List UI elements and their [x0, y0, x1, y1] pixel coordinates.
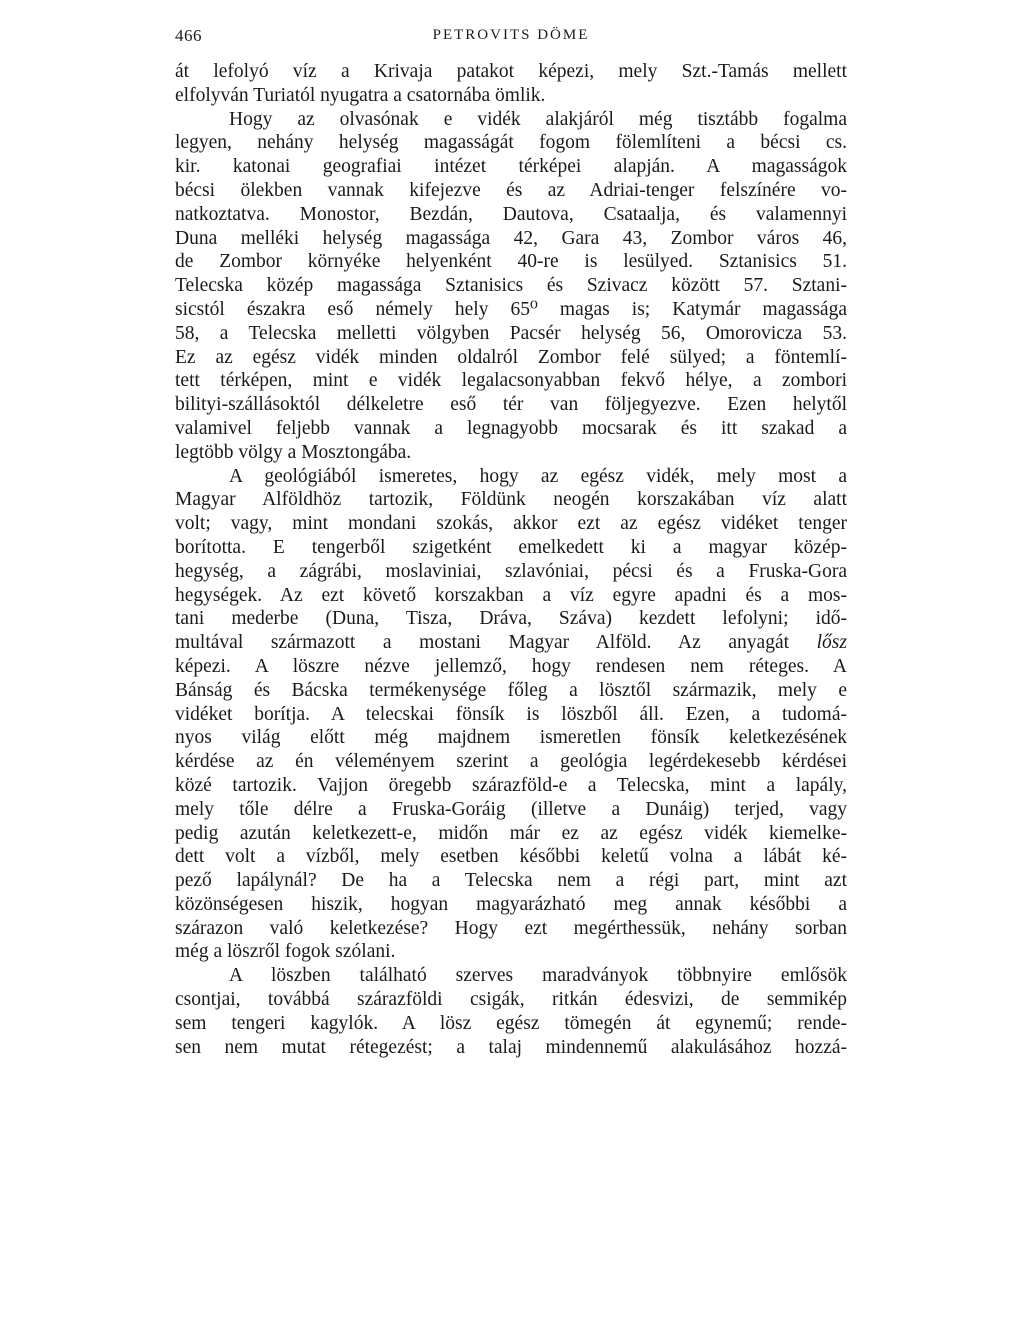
page-number: 466 — [175, 26, 202, 45]
text-line: valamivel feljebb vannak a legnagyobb mocsarak és itt szakad a — [175, 417, 847, 439]
body-text — [175, 60, 847, 1059]
text-line: de Zombor környéke helyenként 40-re is lesülyed. Sztanisics 51. — [175, 251, 847, 273]
italic-term: lősz — [816, 632, 847, 654]
text-line: 58, a Telecska melletti völgyben Pacsér helység 56, Omorovicza 53. — [175, 322, 847, 344]
text-line: tett térképen, mint e vidék legalacsonyabban fekvő hélye, a zombori — [175, 370, 847, 392]
text-line: nyos világ előtt még majdnem ismeretlen fönsík keletkezésének — [175, 727, 847, 749]
text-line: volt; vagy, mint mondani szokás, akkor ezt az egész vidéket tenger — [175, 513, 847, 535]
text-line: legyen, nehány helység magasságát fogom fölemlíteni a bécsi cs. — [175, 132, 847, 154]
text-line: tani mederbe (Duna, Tisza, Dráva, Száva) kezdett lefolyni; idő- — [175, 608, 847, 630]
page-header — [175, 22, 847, 52]
text-line: közé tartozik. Vajjon öregebb szárazföld-e a Telecska, mint a lapály, — [175, 774, 847, 796]
text-line: kérdése az én véleményem szerint a geológia legérdekesebb kérdései — [175, 751, 847, 773]
text-line: A löszben található szerves maradványok többnyire emlősök — [229, 965, 847, 987]
text-line: natkoztatva. Monostor, Bezdán, Dautova, Csataalja, és valamennyi — [175, 203, 847, 225]
running-title: PETROVITS DÖME — [432, 27, 590, 43]
text-line: mely tőle délre a Fruska-Goráig (illetve a Dunáig) terjed, vagy — [175, 798, 847, 820]
text-line: csontjai, továbbá szárazföldi csigák, ritkán édesvizi, de semmikép — [175, 989, 847, 1011]
text-line: dett volt a vízből, mely esetben későbbi keletű volna a lábát ké- — [175, 846, 847, 868]
text-line: kir. katonai geografiai intézet térképei alapján. A magasságok — [175, 156, 847, 178]
text-line: A geológiából ismeretes, hogy az egész vidék, mely most a — [229, 465, 847, 487]
text-line: szárazon való keletkezése? Hogy ezt megérthessük, nehány sorban — [175, 917, 847, 939]
text-line: borította. E tengerből szigetként emelkedett ki a magyar közép- — [175, 536, 847, 558]
text-line: sicstól északra eső némely hely 65⁰ magas is; Katymár magassága — [175, 298, 847, 320]
text-line: még a löszről fogok szólani. — [175, 941, 396, 963]
text-line: át lefolyó víz a Krivaja patakot képezi, mely Szt.-Tamás mellett — [175, 61, 847, 82]
text-line: Magyar Alföldhöz tartozik, Földünk neogén korszakában víz alatt — [175, 489, 847, 511]
text-line: sen nem mutat rétegezést; a talaj mindennemű alakulásához hozzá- — [175, 1036, 847, 1058]
text-line: Bánság és Bácska termékenysége főleg a lösztől származik, mely e — [175, 679, 847, 701]
text-line: legtöbb völgy a Mosztongába. — [175, 441, 412, 463]
text-line: Hogy az olvasónak e vidék alakjáról még tisztább fogalma — [229, 108, 847, 130]
text-line: Telecska közép magassága Sztanisics és Szivacz között 57. Sztani- — [175, 275, 847, 297]
text-line: Duna melléki helység magassága 42, Gara 43, Zombor város 46, — [175, 227, 847, 249]
text-line: sem tengeri kagylók. A lösz egész tömegén át egynemű; rende- — [175, 1012, 847, 1034]
text-line: hegység, a zágrábi, moslaviniai, szlavóniai, pécsi és a Fruska-Gora — [175, 560, 847, 582]
text-line: bilityi-szállásoktól délkeletre eső tér van följegyezve. Ezen helytől — [175, 394, 847, 416]
text-line: közönségesen hiszik, hogyan magyarázható meg annak későbbi a — [175, 893, 847, 915]
text-line-with-italic: multával származott a mostani Magyar Alföld. Az anyagát lősz — [175, 632, 847, 654]
text-line: bécsi ölekben vannak kifejezve és az Adriai-tenger felszínére vo- — [175, 179, 847, 201]
text-line: elfolyván Turiatól nyugatra a csatornába ömlik. — [175, 84, 546, 106]
text-line: képezi. A löszre nézve jellemző, hogy rendesen nem réteges. A — [175, 655, 847, 677]
text-line: pedig azután keletkezett-e, midőn már ez az egész vidék kiemelke- — [175, 822, 847, 844]
text-line: pező lapálynál? De ha a Telecska nem a régi part, mint azt — [175, 870, 847, 892]
text-line: hegységek. Az ezt követő korszakban a víz egyre apadni és a mos- — [175, 584, 847, 606]
text-line: vidéket borítja. A telecskai fönsík is löszből áll. Ezen, a tudomá- — [175, 703, 847, 725]
text-line: Ez az egész vidék minden oldalról Zombor felé sülyed; a föntemlí- — [175, 346, 847, 368]
